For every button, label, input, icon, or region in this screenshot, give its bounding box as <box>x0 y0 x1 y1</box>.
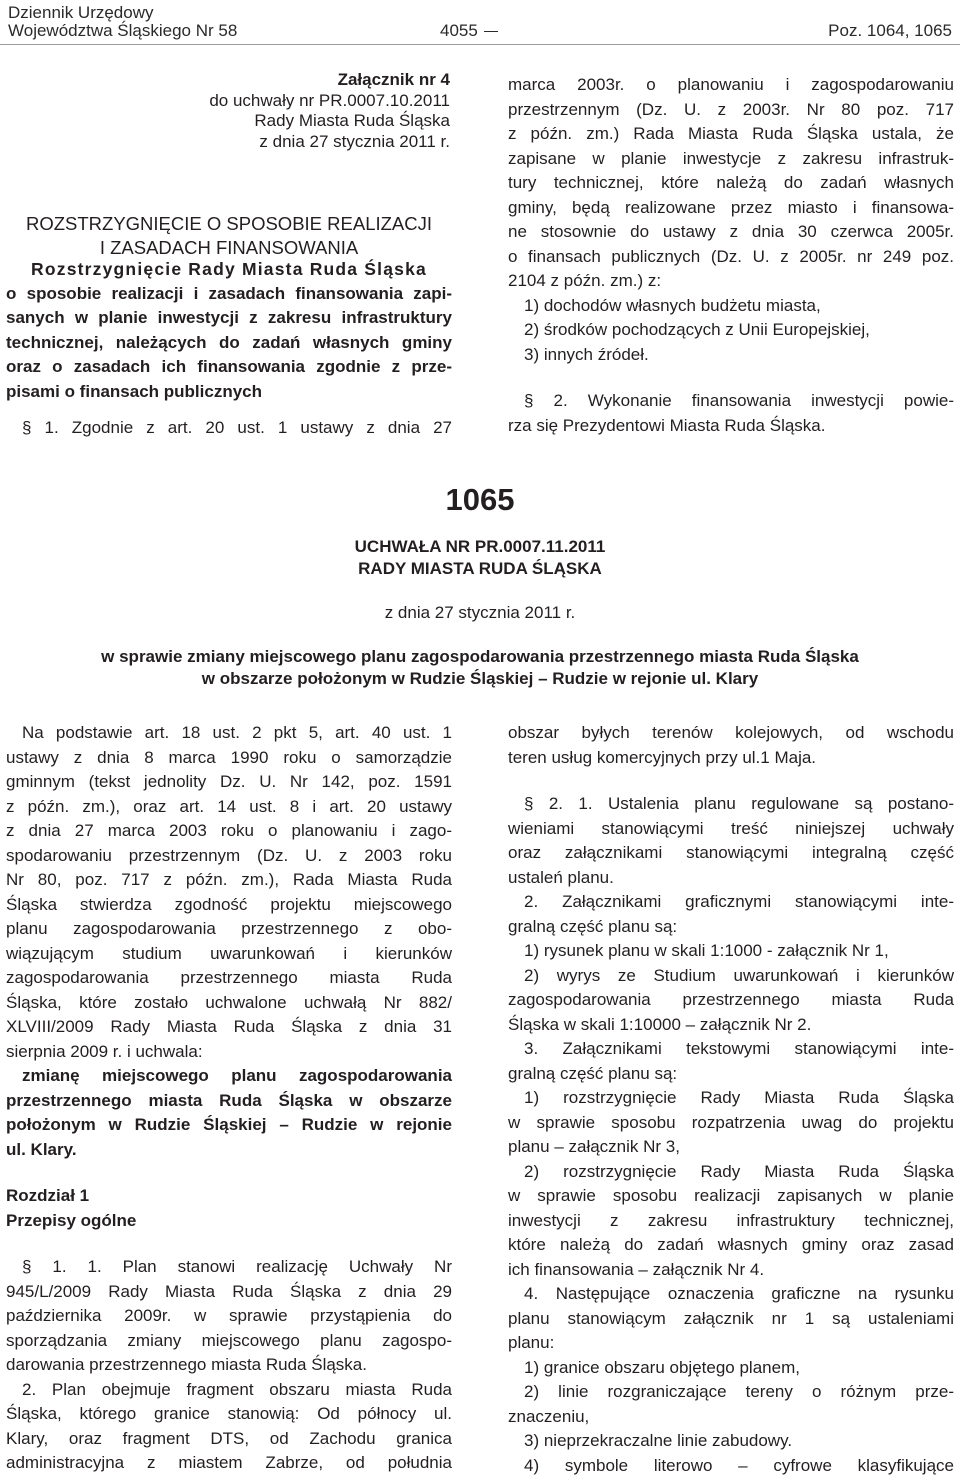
paragraph-line: 945/L/2009 Rady Miasta Ruda Śląska z dnia 29 <box>6 1280 452 1305</box>
act-title: UCHWAŁA NR PR.0007.11.2011 <box>0 536 960 558</box>
paragraph-line: rza się Prezydentowi Miasta Ruda Śląska. <box>508 414 954 439</box>
annex-line: z dnia 27 stycznia 2011 r. <box>8 132 450 153</box>
act-issuer: RADY MIASTA RUDA ŚLĄSKA <box>0 558 960 580</box>
annex-heading <box>8 70 450 152</box>
annex-line: Rady Miasta Ruda Śląska <box>8 111 450 132</box>
paragraph-line: § 2. 1. Ustalenia planu regulowane są postano- <box>508 792 954 817</box>
page-number <box>440 21 504 41</box>
paragraph-line: teren usług komercyjnych przy ul.1 Maja. <box>508 746 954 771</box>
paragraph-line: Śląska, które zostało uchwalone uchwałą Nr 882/ <box>6 991 452 1016</box>
list-item: planu – załącznik Nr 3, <box>508 1135 954 1160</box>
list-item: w sprawie sposobu realizacji zapisanych w planie <box>508 1184 954 1209</box>
paragraph-line: XLVIII/2009 Rady Miasta Ruda Śląska z dnia 31 <box>6 1015 452 1040</box>
paragraph-line: 2104 z późn. zm.) z: <box>508 269 954 294</box>
list-item: 2) rozstrzygnięcie Rady Miasta Ruda Śląska <box>508 1160 954 1185</box>
list-item: 2) linie rozgraniczające tereny o różnym prze- <box>508 1380 954 1405</box>
left-top-paragraph <box>6 416 452 441</box>
paragraph-line: Śląska stwierdza zgodność projektu miejscowego <box>6 893 452 918</box>
list-item: Śląska w skali 1:10000 – załącznik Nr 2. <box>508 1013 954 1038</box>
resolves-line: położonym w Rudzie Śląskiej – Rudzie w rejonie <box>6 1113 452 1138</box>
list-item: inwestycji z zakresu infrastruktury technicznej, <box>508 1209 954 1234</box>
resolution-title-line: I ZASADACH FINANSOWANIA <box>8 236 450 260</box>
paragraph-line: 4. Następujące oznaczenia graficzne na rysunku <box>508 1282 954 1307</box>
paragraph-line: 3. Załącznikami tekstowymi stanowiącymi inte- <box>508 1037 954 1062</box>
resolves-line: przestrzennego miasta Ruda Śląska w obszarze <box>6 1089 452 1114</box>
list-item: ich finansowania – załącznik Nr 4. <box>508 1258 954 1283</box>
paragraph-line: sporządzania zmiany miejscowego planu zagospo- <box>6 1329 452 1354</box>
act-subject: w obszarze położonym w Rudzie Śląskiej – Rudzie w rejonie ul. Klary <box>0 668 960 690</box>
paragraph-line: marca 2003r. o planowaniu i zagospodarowaniu <box>508 73 954 98</box>
paragraph-line: października 2009r. w sprawie przystąpienia do <box>6 1304 452 1329</box>
paragraph-line: wiązującym studium uwarunkowań i kierunków <box>6 942 452 967</box>
journal-name: Dziennik Urzędowy <box>8 3 154 23</box>
right-top-column <box>508 73 954 438</box>
position-ref: Poz. 1064, 1065 <box>828 21 952 41</box>
paragraph-line: gminy, będą realizowane przez miasto i finansowa- <box>508 196 954 221</box>
paragraph-line: zapisane w planie inwestycje z zakresu infrastruk- <box>508 147 954 172</box>
chapter-title: Przepisy ogólne <box>6 1209 452 1234</box>
list-item: w sprawie sposobu rozpatrzenia uwag do projektu <box>508 1111 954 1136</box>
paragraph-line: § 2. Wykonanie finansowania inwestycji powie- <box>508 389 954 414</box>
subtitle-lead: Rozstrzygnięcie Rady Miasta Ruda Śląska <box>6 257 452 282</box>
list-item: 3) innych źródeł. <box>508 343 954 368</box>
list-item: 1) rozstrzygnięcie Rady Miasta Ruda Śląska <box>508 1086 954 1111</box>
list-item: 1) dochodów własnych budżetu miasta, <box>508 294 954 319</box>
list-item: które należą do zadań własnych gminy oraz zasad <box>508 1233 954 1258</box>
paragraph-line: ne stosownie do ustawy z dnia 30 czerwca 2005r. <box>508 220 954 245</box>
paragraph-line: 2. Załącznikami graficznymi stanowiącymi inte- <box>508 890 954 915</box>
right-bottom-column <box>508 721 954 1478</box>
paragraph-line: Klary, oraz fragment DTS, od Zachodu granica <box>6 1427 452 1452</box>
paragraph-line: Śląska, którego granice stanowią: Od północy ul. <box>6 1402 452 1427</box>
act-heading <box>0 480 960 690</box>
paragraph-line: Na podstawie art. 18 ust. 2 pkt 5, art. 40 ust. 1 <box>6 721 452 746</box>
list-item: 3) nieprzekraczalne linie zabudowy. <box>508 1429 954 1454</box>
paragraph-line: oraz załącznikami stanowiącymi integralną część <box>508 841 954 866</box>
paragraph-line: o finansach publicznych (Dz. U. z 2005r. nr 249 poz. <box>508 245 954 270</box>
paragraph-line: § 1. Zgodnie z art. 20 ust. 1 ustawy z dnia 27 <box>6 416 452 441</box>
paragraph-line: gralną część planu są: <box>508 915 954 940</box>
subtitle-line: o sposobie realizacji i zasadach finansowania zapi- <box>6 282 452 307</box>
paragraph-line: § 1. 1. Plan stanowi realizację Uchwały Nr <box>6 1255 452 1280</box>
paragraph-line: 2. Plan obejmuje fragment obszaru miasta Ruda <box>6 1378 452 1403</box>
paragraph-line: sierpnia 2009 r. i uchwala: <box>6 1040 452 1065</box>
paragraph-line: z późn. zm.), oraz art. 14 ust. 8 i art. 20 ustawy <box>6 795 452 820</box>
paragraph-line: obszar byłych terenów kolejowych, od wschodu <box>508 721 954 746</box>
act-date: z dnia 27 stycznia 2011 r. <box>0 602 960 624</box>
paragraph-line: spodarowaniu przestrzennym (Dz. U. z 2003 roku <box>6 844 452 869</box>
page-number-dash <box>484 31 498 32</box>
paragraph-line: przestrzennym (Dz. U. z 2003r. Nr 80 poz. 717 <box>508 98 954 123</box>
paragraph-line: zagospodarowania przestrzennego miasta Ruda <box>6 966 452 991</box>
resolves-line: zmianę miejscowego planu zagospodarowania <box>6 1064 452 1089</box>
paragraph-line: z późn. zm.) Rada Miasta Ruda Śląska ustala, że <box>508 122 954 147</box>
paragraph-line: darowania przestrzennego miasta Ruda Śląska. <box>6 1353 452 1378</box>
list-item: znaczeniu, <box>508 1405 954 1430</box>
paragraph-line: gralną część planu są: <box>508 1062 954 1087</box>
resolution-title-line: ROZSTRZYGNIĘCIE O SPOSOBIE REALIZACJI <box>8 212 450 236</box>
paragraph-line: z dnia 27 marca 2003 roku o planowaniu i zago- <box>6 819 452 844</box>
subtitle-line: pisami o finansach publicznych <box>6 380 452 405</box>
resolves-line: ul. Klary. <box>6 1138 452 1163</box>
list-item: 2) środków pochodzących z Unii Europejskiej, <box>508 318 954 343</box>
annex-line: do uchwały nr PR.0007.10.2011 <box>8 91 450 112</box>
subtitle-line: oraz o zasadach ich finansowania zgodnie z prze- <box>6 355 452 380</box>
subtitle-line: sanych w planie inwestycji z zakresu infrastruktury <box>6 306 452 331</box>
page-header <box>0 0 960 42</box>
list-item: 1) rysunek planu w skali 1:1000 - załącznik Nr 1, <box>508 939 954 964</box>
subtitle-line: technicznej, należących do zadań własnych gminy <box>6 331 452 356</box>
resolution-title <box>8 212 450 260</box>
paragraph-line: administracyjna z miastem Zabrze, od południa <box>6 1451 452 1476</box>
left-bottom-column <box>6 721 452 1476</box>
paragraph-line: planu stanowiącym załącznik nr 1 są ustaleniami <box>508 1307 954 1332</box>
act-number: 1065 <box>0 480 960 520</box>
act-subject: w sprawie zmiany miejscowego planu zagospodarowania przestrzennego miasta Ruda Śląska <box>0 646 960 668</box>
paragraph-line: planu zagospodarowania przestrzennego z obo- <box>6 917 452 942</box>
list-item: 4) symbole literowo – cyfrowe klasyfikujące <box>508 1454 954 1478</box>
paragraph-line: gminnym (tekst jednolity Dz. U. Nr 142, poz. 1591 <box>6 770 452 795</box>
list-item: 1) granice obszaru objętego planem, <box>508 1356 954 1381</box>
page-number-value: 4055 <box>440 21 478 40</box>
journal-voivodeship: Województwa Śląskiego Nr 58 <box>8 21 237 41</box>
chapter-number: Rozdział 1 <box>6 1184 452 1209</box>
paragraph-line: ustaleń planu. <box>508 866 954 891</box>
paragraph-line: planu: <box>508 1331 954 1356</box>
list-item: 2) wyrys ze Studium uwarunkowań i kierunków <box>508 964 954 989</box>
paragraph-line: tury technicznej, które należą do zadań własnych <box>508 171 954 196</box>
paragraph-line: ustawy z dnia 8 marca 1990 roku o samorządzie <box>6 746 452 771</box>
header-divider <box>0 44 960 45</box>
paragraph-line: wieniami stanowiącymi treść niniejszej uchwały <box>508 817 954 842</box>
resolution-subtitle <box>6 257 452 404</box>
annex-line: Załącznik nr 4 <box>8 70 450 91</box>
paragraph-line: Nr 80, poz. 717 z późn. zm.), Rada Miasta Ruda <box>6 868 452 893</box>
list-item: zagospodarowania przestrzennego miasta Ruda <box>508 988 954 1013</box>
